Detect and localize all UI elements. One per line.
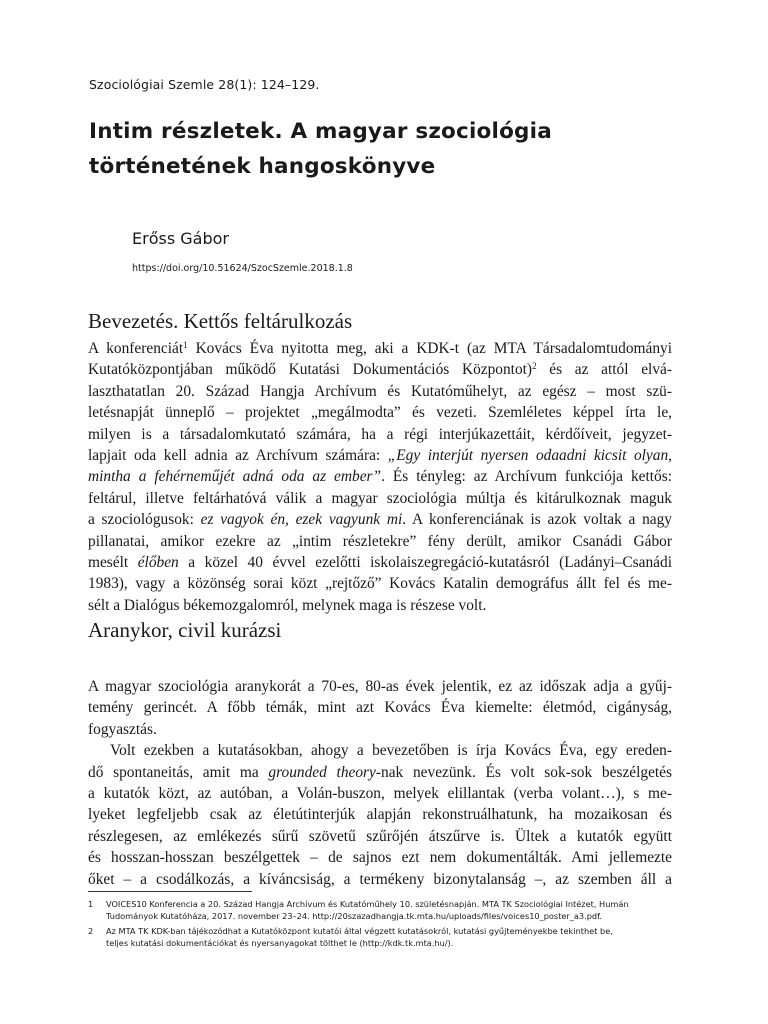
- footnote-text-line: teljes kutatási dokumentációkat és nyersanyagokat tölthet le (http://kdk.tk.mta.hu/).: [106, 937, 454, 948]
- footnote-text-line: Tudományok Kutatóháza, 2017. november 23–24. http://20szazadhangja.tk.mta.hu/uploads/files/voices10_poster_a3.pdf.: [106, 910, 603, 921]
- text-line: dő spontaneitás, amit ma grounded theory-nak nevezünk. És volt sok-sok beszélgetés: [88, 763, 673, 781]
- text-line: A magyar szociológia aranykorát a 70-es, 80-as évek jelentik, ez az időszak adja a gyűj-: [88, 678, 672, 695]
- journal-reference: Szociológiai Szemle 28(1): 124–129.: [89, 77, 320, 92]
- text-line: és hosszan-hosszan beszélgettek – de sajnos ezt nem dokumentálták. Ami jellemezte: [88, 849, 672, 867]
- text-line: milyen is a társadalomkutató számára, ha a régi interjúkazettáit, kérdőíveit, jegyzet-: [88, 425, 672, 443]
- title-line-1: Intim részletek. A magyar szociológia: [89, 119, 552, 144]
- article-title: [89, 114, 689, 184]
- text-line: 1983), vagy a közönség sorai közt „rejtőző” Kovács Katalin demográfus állt fel és me-: [88, 575, 672, 593]
- footnotes: [88, 899, 678, 953]
- doi-link[interactable]: https://doi.org/10.51624/SzocSzemle.2018.1.8: [132, 263, 353, 274]
- text-line: őket – a csodálkozás, a kíváncsiság, a termékeny bizonytalanság –, az szemben áll a: [88, 870, 672, 888]
- footnote-ref-2[interactable]: 2: [532, 361, 537, 372]
- text-line: sélt a Dialógus békemozgalomról, melynek maga is részese volt.: [88, 596, 487, 614]
- text-line: A konferenciát$^1$ Kovács Éva nyitotta meg, aki a KDK-t (az MTA Társadalomtudományi: [88, 340, 672, 357]
- text-line: letésnapját ünneplő – projektet „megálmodta” és vezeti. Szemléletes képpel írta le,: [88, 404, 672, 422]
- text-line: a kutatók közt, az autóban, a Volán-buszon, melyek elillantak (verba volant…), s me-: [88, 785, 672, 803]
- text-line: feltárul, illetve feltárhatóvá válik a magyar szociológia múltja és kitárulkoznak maguk: [88, 489, 672, 507]
- title-line-2: történetének hangoskönyve: [89, 154, 436, 179]
- section-heading-introduction: Bevezetés. Kettős feltárulkozás: [88, 309, 353, 333]
- footnote-divider: [88, 891, 252, 892]
- text-line: pillanatai, amikor ezekre az „intim részletekre” fény derült, amikor Csanádi Gábor: [88, 532, 672, 550]
- text-line: mesélt élőben a közel 40 évvel ezelőtti iskolaiszegregáció-kutatásról (Ladányi–Csanádi: [88, 554, 672, 572]
- text-line: mintha a fehérneműjét adná oda az ember”. És tényleg: az Archívum funkciója kettős:: [88, 468, 673, 486]
- emphasis-italic: élőben: [137, 554, 179, 572]
- text-line: fogyasztás.: [88, 720, 157, 738]
- text-line: lapjait oda kell adnia az Archívum számára: „Egy interjút nyersen odaadni kicsit olyan,: [88, 447, 673, 465]
- quote-italic: mintha a fehérneműjét adná oda az ember”: [88, 468, 382, 486]
- text-line: a szociológusok: ez vagyok én, ezek vagyunk mi. A konferenciának is azok voltak a nagy: [88, 511, 672, 529]
- text-line: Volt ezekben a kutatásokban, ahogy a bevezetőben is írja Kovács Éva, egy ereden-: [110, 742, 672, 760]
- footnote-ref-1[interactable]: 1: [183, 340, 188, 350]
- footnote-number: 2: [88, 926, 94, 937]
- footnote-1: [88, 899, 678, 922]
- section-heading-golden-age: Aranykor, civil kurázsi: [88, 618, 282, 642]
- footnote-text-line: VOICES10 Konferencia a 20. Század Hangja Archívum és Kutatóműhely 10. születésnapján. MTA TK Szociológiai Intézet, Humán: [106, 899, 629, 909]
- footnote-number: 1: [88, 899, 94, 909]
- author-name: Erőss Gábor: [132, 229, 229, 248]
- footnote-2: [88, 926, 678, 949]
- footnote-text-line: Az MTA TK KDK-ban tájékozódhat a Kutatóközpont kutatói által végzett kutatásokról, kutatási gyűjteményekbe tekinthet be,: [106, 926, 613, 937]
- text-line: temény gerincét. A főbb témák, mint azt Kovács Éva kiemelte: életmód, cigányság,: [88, 699, 672, 717]
- quote-italic: „Egy interjút nyersen odaadni kicsit olyan,: [387, 447, 673, 465]
- term-italic: grounded theory: [268, 763, 376, 781]
- text-line: lyeket legfeljebb csak az életútinterjúk alapján rekonstruálhatunk, ha mozaikosan és: [88, 806, 672, 824]
- section-golden-age-body: [88, 676, 672, 890]
- text-line: laszthatatlan 20. Század Hangja Archívum és Kutatóműhelyt, az egész – most szü-: [88, 382, 672, 400]
- text-line: részlegesen, az emlékezés sűrű szövetű szűrőjén átszűrve is. Ültek a kutatók együtt: [88, 827, 672, 845]
- section-introduction-body: [88, 338, 672, 616]
- text-line: Kutatóközpontjában működő Kutatási Dokumentációs Központot)$^2$ és az attól elvá-: [88, 361, 672, 379]
- emphasis-italic: ez vagyok én, ezek vagyunk mi: [200, 511, 403, 529]
